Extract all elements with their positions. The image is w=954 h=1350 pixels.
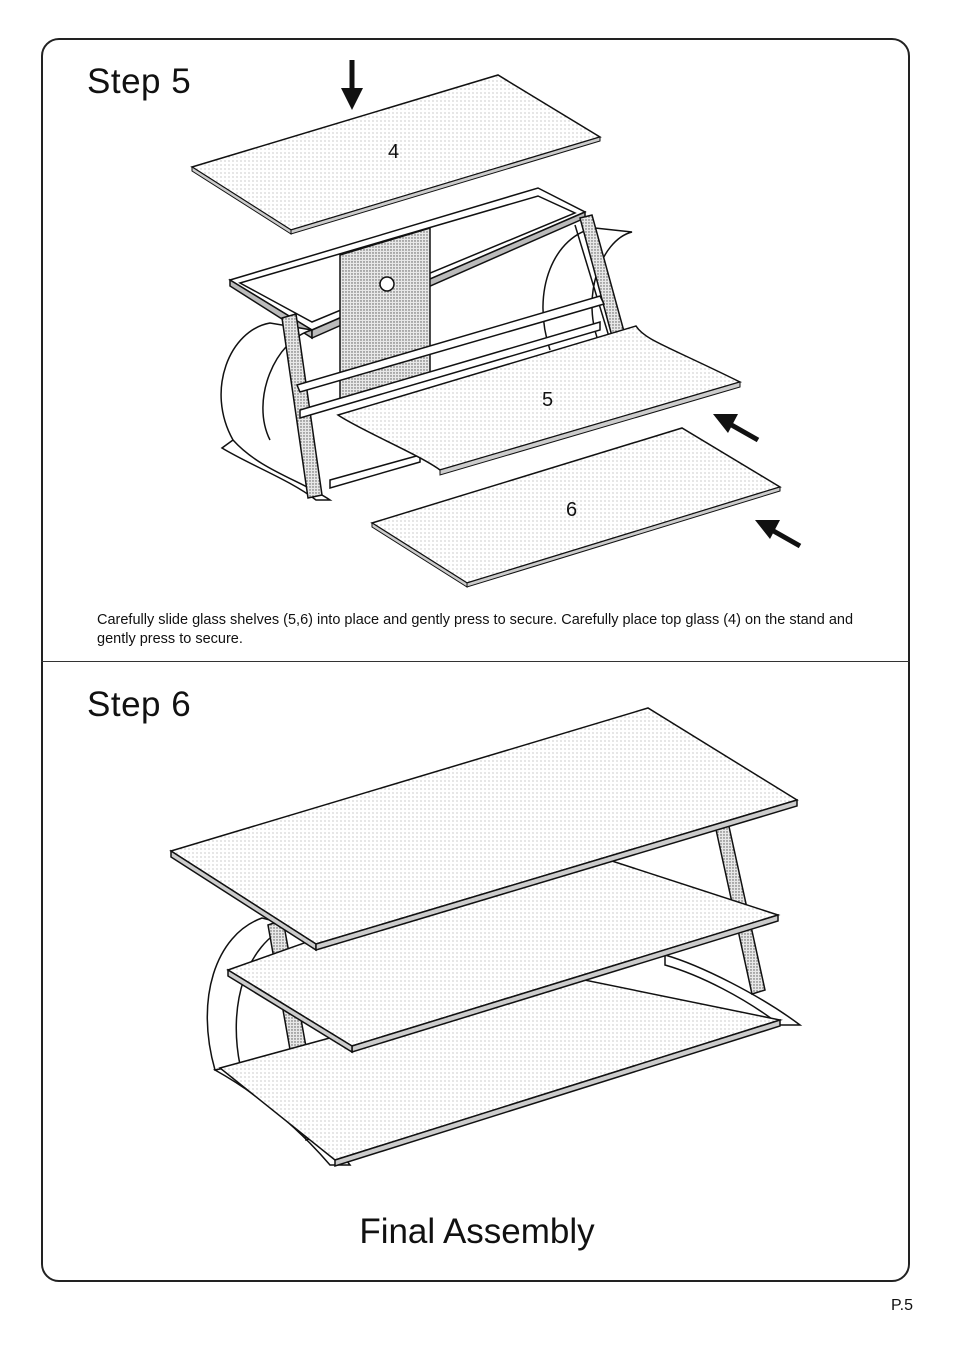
page-number: P.5 [891,1297,913,1314]
part-label-5: 5 [542,389,554,411]
insert-arrow-icon [713,414,758,440]
step6-title: Step 6 [87,685,192,724]
final-assembly-caption: Final Assembly [359,1212,595,1251]
part-label-6: 6 [566,499,578,521]
part-label-4: 4 [388,141,400,163]
step5-title: Step 5 [87,62,192,101]
step5-instructions: Carefully slide glass shelves (5,6) into place and gently press to secure. Carefully place top glass (4) on the stand and gently press to secure. [97,612,854,647]
assembled-stand [171,708,800,1166]
insert-arrow-icon [755,520,800,546]
down-arrow-icon [341,60,363,110]
